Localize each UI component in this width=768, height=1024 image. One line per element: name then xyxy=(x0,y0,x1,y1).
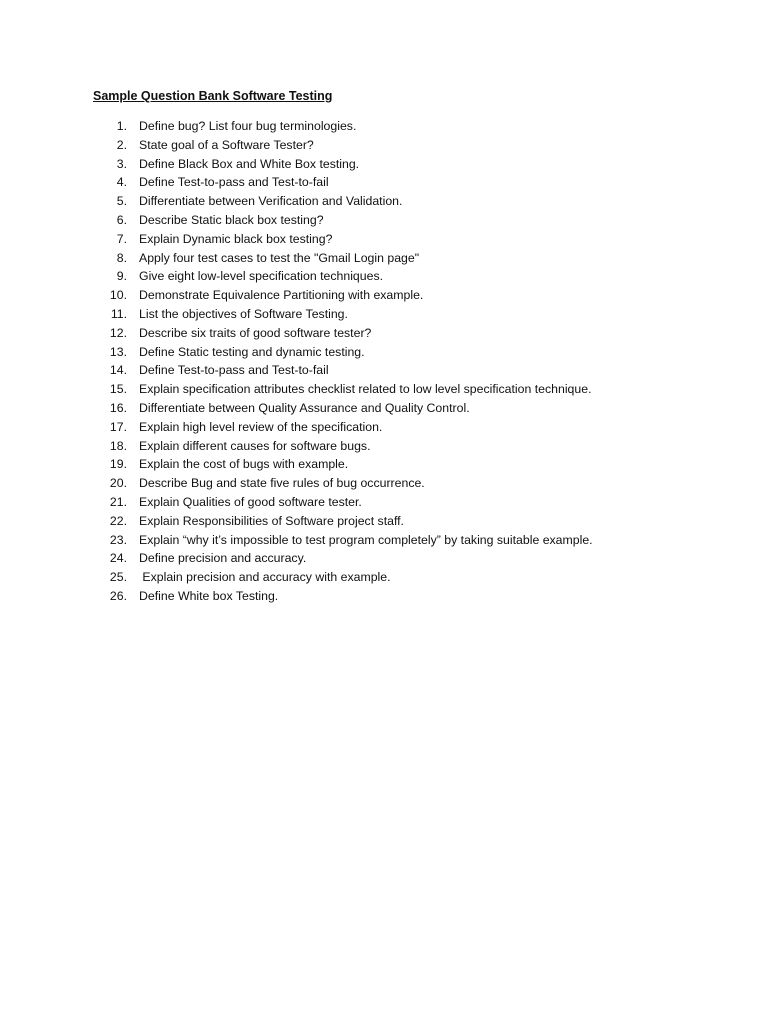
question-text: Explain Responsibilities of Software project staff. xyxy=(139,513,404,528)
question-number: 4. xyxy=(116,175,127,190)
question-text: Differentiate between Quality Assurance and Quality Control. xyxy=(139,400,470,415)
question-number: 17. xyxy=(109,419,127,434)
question-item xyxy=(93,418,713,437)
question-number: 18. xyxy=(109,438,127,453)
question-item xyxy=(93,324,713,343)
question-number: 19. xyxy=(109,457,127,472)
question-number: 24. xyxy=(109,551,127,566)
question-item xyxy=(93,493,713,512)
question-item xyxy=(93,211,713,230)
question-number: 22. xyxy=(109,513,127,528)
question-item xyxy=(93,173,713,192)
question-number: 20. xyxy=(109,476,127,491)
question-number: 15. xyxy=(109,382,127,397)
question-text: Describe Static black box testing? xyxy=(139,212,324,227)
question-text: Describe Bug and state five rules of bug occurrence. xyxy=(139,476,425,491)
question-text: Explain high level review of the specification. xyxy=(139,419,383,434)
question-number: 21. xyxy=(109,494,127,509)
question-item xyxy=(93,136,713,155)
question-item xyxy=(93,361,713,380)
question-number: 13. xyxy=(109,344,127,359)
question-number: 12. xyxy=(109,325,127,340)
question-text: Define White box Testing. xyxy=(139,588,279,603)
question-item xyxy=(93,249,713,268)
question-text: Define bug? List four bug terminologies. xyxy=(139,119,357,133)
question-text: List the objectives of Software Testing. xyxy=(139,306,348,321)
question-number: 23. xyxy=(109,532,127,547)
question-number: 7. xyxy=(116,231,127,246)
question-item xyxy=(93,531,713,550)
question-text: Describe six traits of good software tester? xyxy=(139,325,372,340)
question-text: Give eight low-level specification techniques. xyxy=(139,269,384,284)
question-text: Define precision and accuracy. xyxy=(139,551,307,566)
question-item xyxy=(93,587,713,606)
question-text: Explain the cost of bugs with example. xyxy=(139,457,349,472)
question-item xyxy=(93,549,713,568)
document-title: Sample Question Bank Software Testing xyxy=(93,89,333,103)
question-number: 26. xyxy=(109,588,127,603)
question-item xyxy=(93,474,713,493)
question-item xyxy=(93,230,713,249)
question-list xyxy=(93,117,713,606)
question-text: Explain Dynamic black box testing? xyxy=(139,231,333,246)
question-number: 1. xyxy=(116,119,127,133)
question-item xyxy=(93,343,713,362)
question-item xyxy=(93,380,713,399)
question-item xyxy=(93,455,713,474)
question-item xyxy=(93,399,713,418)
question-text: Explain “why it’s impossible to test program completely” by taking suitable example. xyxy=(139,532,593,547)
question-text: Apply four test cases to test the "Gmail Login page" xyxy=(139,250,420,265)
question-item xyxy=(93,192,713,211)
question-item xyxy=(93,117,713,136)
question-text: Demonstrate Equivalence Partitioning with example. xyxy=(139,288,424,303)
question-number: 9. xyxy=(116,269,127,284)
question-text: State goal of a Software Tester? xyxy=(139,137,314,152)
question-text: Explain different causes for software bugs. xyxy=(139,438,371,453)
question-text: Define Static testing and dynamic testing. xyxy=(139,344,365,359)
question-text: Define Test-to-pass and Test-to-fail xyxy=(139,175,329,190)
question-text: Differentiate between Verification and Validation. xyxy=(139,194,403,209)
question-text: Explain Qualities of good software tester. xyxy=(139,494,362,509)
question-number: 10. xyxy=(109,288,127,303)
question-item xyxy=(93,155,713,174)
question-number: 8. xyxy=(116,250,127,265)
question-number: 5. xyxy=(116,194,127,209)
question-text: Explain precision and accuracy with example. xyxy=(139,570,391,585)
question-text: Define Black Box and White Box testing. xyxy=(139,156,360,171)
question-number: 14. xyxy=(109,363,127,378)
question-item xyxy=(93,286,713,305)
question-item xyxy=(93,437,713,456)
question-item xyxy=(93,305,713,324)
question-item xyxy=(93,512,713,531)
question-number: 2. xyxy=(116,137,127,152)
question-number: 11. xyxy=(110,306,127,321)
question-text: Explain specification attributes checklist related to low level specification technique. xyxy=(139,382,592,397)
question-number: 3. xyxy=(116,156,127,171)
question-number: 16. xyxy=(109,400,127,415)
question-item xyxy=(93,267,713,286)
question-number: 6. xyxy=(116,212,127,227)
question-item xyxy=(93,568,713,587)
question-text: Define Test-to-pass and Test-to-fail xyxy=(139,363,329,378)
question-number: 25. xyxy=(109,570,127,585)
